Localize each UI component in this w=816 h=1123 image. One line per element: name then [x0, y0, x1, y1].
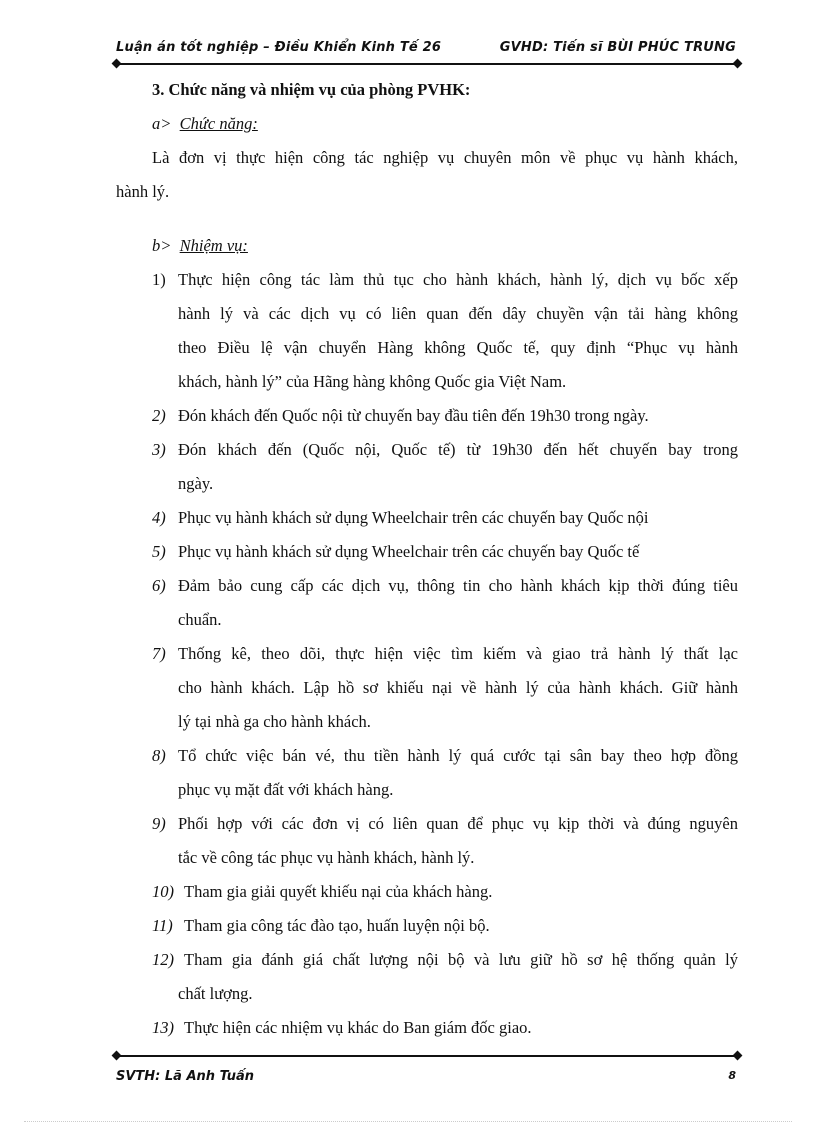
list-item-number: 9): [152, 814, 166, 833]
section-title: 3. Chức năng và nhiệm vụ của phòng PVHK:: [152, 80, 471, 99]
list-item-text-line: Phục vụ hành khách sử dụng Wheelchair trên các chuyến bay Quốc nội: [178, 508, 649, 527]
list-item-number: 7): [152, 644, 166, 663]
list-item-text-line: cho hành khách. Lập hồ sơ khiếu nại về hành lý của hành khách. Giữ hành: [178, 678, 738, 697]
list-item-text-line: Tổ chức việc bán vé, thu tiền hành lý quá cước tại sân bay theo hợp đồng: [178, 746, 738, 765]
list-item-text-line: Tham gia giải quyết khiếu nại của khách hàng.: [184, 882, 493, 901]
list-item-text-line: tắc về công tác phục vụ hành khách, hành lý.: [178, 848, 475, 867]
header-right-text: GVHD: Tiến sĩ BÙI PHÚC TRUNG: [499, 40, 736, 55]
list-item-text-line: chất lượng.: [178, 984, 253, 1003]
list-item-number: 8): [152, 746, 166, 765]
list-item-text-line: phục vụ mặt đất với khách hàng.: [178, 780, 394, 799]
list-item-number: 13): [152, 1018, 174, 1037]
page-footer: [116, 1067, 736, 1087]
subsection-b-heading: [152, 236, 248, 256]
page-header: [116, 38, 736, 60]
list-item-text-line: chuẩn.: [178, 610, 222, 629]
list-item-text-line: Thực hiện các nhiệm vụ khác do Ban giám đốc giao.: [184, 1018, 532, 1037]
list-item-text-line: hành lý và các dịch vụ có liên quan đến dây chuyền vận tải hàng không: [178, 304, 738, 323]
list-item-text-line: Phục vụ hành khách sử dụng Wheelchair trên các chuyến bay Quốc tế: [178, 542, 640, 561]
function-text-line-2: hành lý.: [116, 182, 170, 201]
list-item-number: 1): [152, 270, 166, 289]
list-item-number: 5): [152, 542, 166, 561]
header-left-text: Luận án tốt nghiệp – Điều Khiển Kinh Tế 26: [116, 40, 442, 55]
subsection-a-marker: a>: [152, 114, 172, 133]
list-item-text-line: Đón khách đến Quốc nội từ chuyến bay đầu tiên đến 19h30 trong ngày.: [178, 406, 649, 425]
page-number: 8: [728, 1069, 736, 1082]
page-edge-dotted-line: [24, 1121, 792, 1122]
subsection-b-label: Nhiệm vụ:: [179, 236, 248, 255]
subsection-a-heading: [152, 114, 258, 134]
list-item-number: 10): [152, 882, 174, 901]
list-item-text-line: Tham gia công tác đào tạo, huấn luyện nội bộ.: [184, 916, 490, 935]
subsection-a-label: Chức năng:: [179, 114, 258, 133]
footer-rule: [116, 1055, 738, 1057]
list-item-text-line: Thực hiện công tác làm thủ tục cho hành khách, hành lý, dịch vụ bốc xếp: [178, 270, 738, 289]
function-text-line-1: Là đơn vị thực hiện công tác nghiệp vụ chuyên môn về phục vụ hành khách,: [152, 148, 738, 167]
list-item-number: 2): [152, 406, 166, 425]
list-item-number: 6): [152, 576, 166, 595]
subsection-b-marker: b>: [152, 236, 172, 255]
list-item-text-line: theo Điều lệ vận chuyển Hàng không Quốc tế, quy định “Phục vụ hành: [178, 338, 738, 357]
list-item-text-line: Tham gia đánh giá chất lượng nội bộ và lưu giữ hồ sơ hệ thống quản lý: [184, 950, 738, 969]
list-item-text-line: ngày.: [178, 474, 214, 493]
list-item-number: 3): [152, 440, 166, 459]
list-item-text-line: khách, hành lý” của Hãng hàng không Quốc gia Việt Nam.: [178, 372, 567, 391]
list-item-number: 4): [152, 508, 166, 527]
list-item-text-line: Thống kê, theo dõi, thực hiện việc tìm kiếm và giao trả hành lý thất lạc: [178, 644, 738, 663]
header-rule: [116, 63, 738, 65]
list-item-text-line: Đảm bảo cung cấp các dịch vụ, thông tin cho hành khách kịp thời đúng tiêu: [178, 576, 738, 595]
footer-author: SVTH: Lã Anh Tuấn: [116, 1069, 255, 1084]
list-item-text-line: lý tại nhà ga cho hành khách.: [178, 712, 371, 731]
list-item-text-line: Phối hợp với các đơn vị có liên quan để phục vụ kịp thời và đúng nguyên: [178, 814, 738, 833]
list-item-number: 12): [152, 950, 174, 969]
list-item-text-line: Đón khách đến (Quốc nội, Quốc tế) từ 19h30 đến hết chuyến bay trong: [178, 440, 738, 459]
list-item-number: 11): [152, 916, 173, 935]
